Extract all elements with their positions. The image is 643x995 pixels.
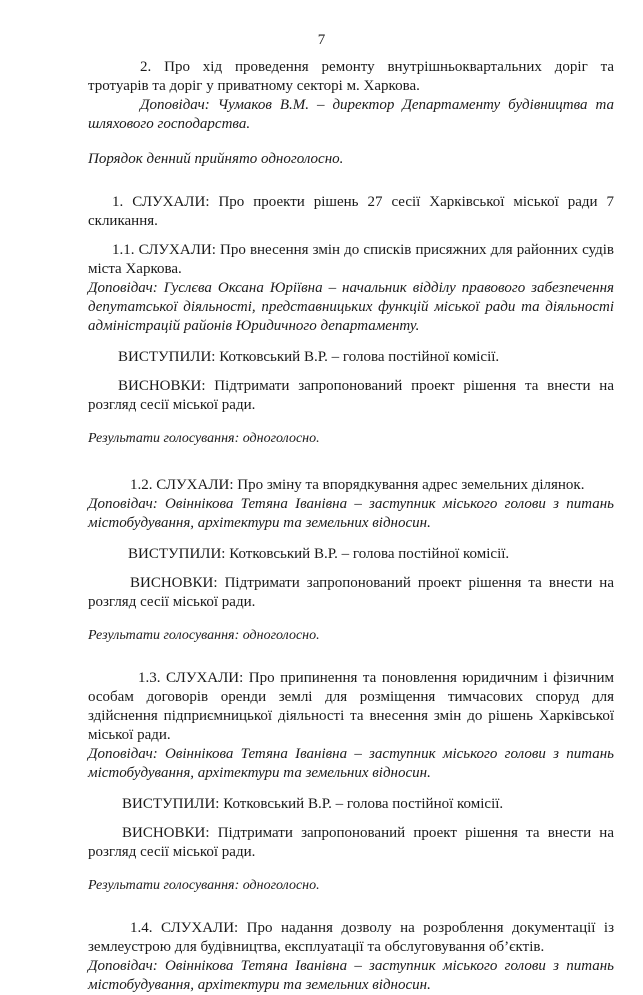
agenda-adopted-note: Порядок денний прийнято одноголосно.	[88, 151, 344, 167]
section-1-heard: 1. СЛУХАЛИ: Про проекти рішень 27 сесії Харківської міської ради 7 скликання.	[88, 194, 614, 229]
item-1-3-conclusion: ВИСНОВКИ: Підтримати запропонований проект рішення та внести на розгляд сесії міської ради.	[88, 825, 614, 860]
item-1-1-speaker: Доповідач: Гуслєва Оксана Юріївна – начальник відділу правового забезпечення депутатської діяльності, представницьких функцій міської ради та діяльності адміністрацій районів Юридичного департаменту.	[88, 280, 614, 334]
item-1-3-speaker: Доповідач: Овіннікова Тетяна Іванівна – заступник міського голови з питань містобудування, архітектури та земельних відносин.	[88, 746, 614, 781]
item-1-4-heard: 1.4. СЛУХАЛИ: Про надання дозволу на розроблення документації із землеустрою для будівництва, експлуатації та обслуговування об’єктів.	[88, 920, 614, 955]
agenda-item-2-text: 2. Про хід проведення ремонту внутрішньоквартальних доріг та тротуарів та доріг у приватному секторі м. Харкова.	[88, 59, 614, 94]
document-body	[88, 58, 614, 995]
item-1-2-speaker: Доповідач: Овіннікова Тетяна Іванівна – заступник міського голови з питань містобудування, архітектури та земельних відносин.	[88, 496, 614, 531]
item-1-1-conclusion: ВИСНОВКИ: Підтримати запропонований проект рішення та внести на розгляд сесії міської ради.	[88, 378, 614, 413]
item-1-1-spoke: ВИСТУПИЛИ: Котковський В.Р. – голова постійної комісії.	[118, 349, 500, 365]
item-1-3-vote: Результати голосування: одноголосно.	[88, 878, 320, 893]
page-number: 7	[317, 32, 326, 48]
item-1-1-heard: 1.1. СЛУХАЛИ: Про внесення змін до списків присяжних для районних судів міста Харкова.	[88, 242, 614, 277]
item-1-2-vote: Результати голосування: одноголосно.	[88, 628, 320, 643]
item-1-3-heard: 1.3. СЛУХАЛИ: Про припинення та поновлення юридичним і фізичним особам договорів оренди землі для розміщення тимчасових споруд для здійснення підприємницької діяльності та внесення змін до рішень Харківської міської ради.	[88, 670, 614, 743]
item-1-2-heard: 1.2. СЛУХАЛИ: Про зміну та впорядкування адрес земельних ділянок.	[130, 477, 585, 493]
item-1-1-vote: Результати голосування: одноголосно.	[88, 431, 320, 446]
item-1-2-spoke: ВИСТУПИЛИ: Котковський В.Р. – голова постійної комісії.	[128, 546, 510, 562]
item-1-3-spoke: ВИСТУПИЛИ: Котковський В.Р. – голова постійної комісії.	[122, 796, 504, 812]
item-1-2-conclusion: ВИСНОВКИ: Підтримати запропонований проект рішення та внести на розгляд сесії міської ради.	[88, 575, 614, 610]
item-1-4-speaker: Доповідач: Овіннікова Тетяна Іванівна – заступник міського голови з питань містобудування, архітектури та земельних відносин.	[88, 958, 614, 993]
agenda-item-2-speaker: Доповідач: Чумаков В.М. – директор Департаменту будівництва та шляхового господарства.	[88, 97, 614, 132]
